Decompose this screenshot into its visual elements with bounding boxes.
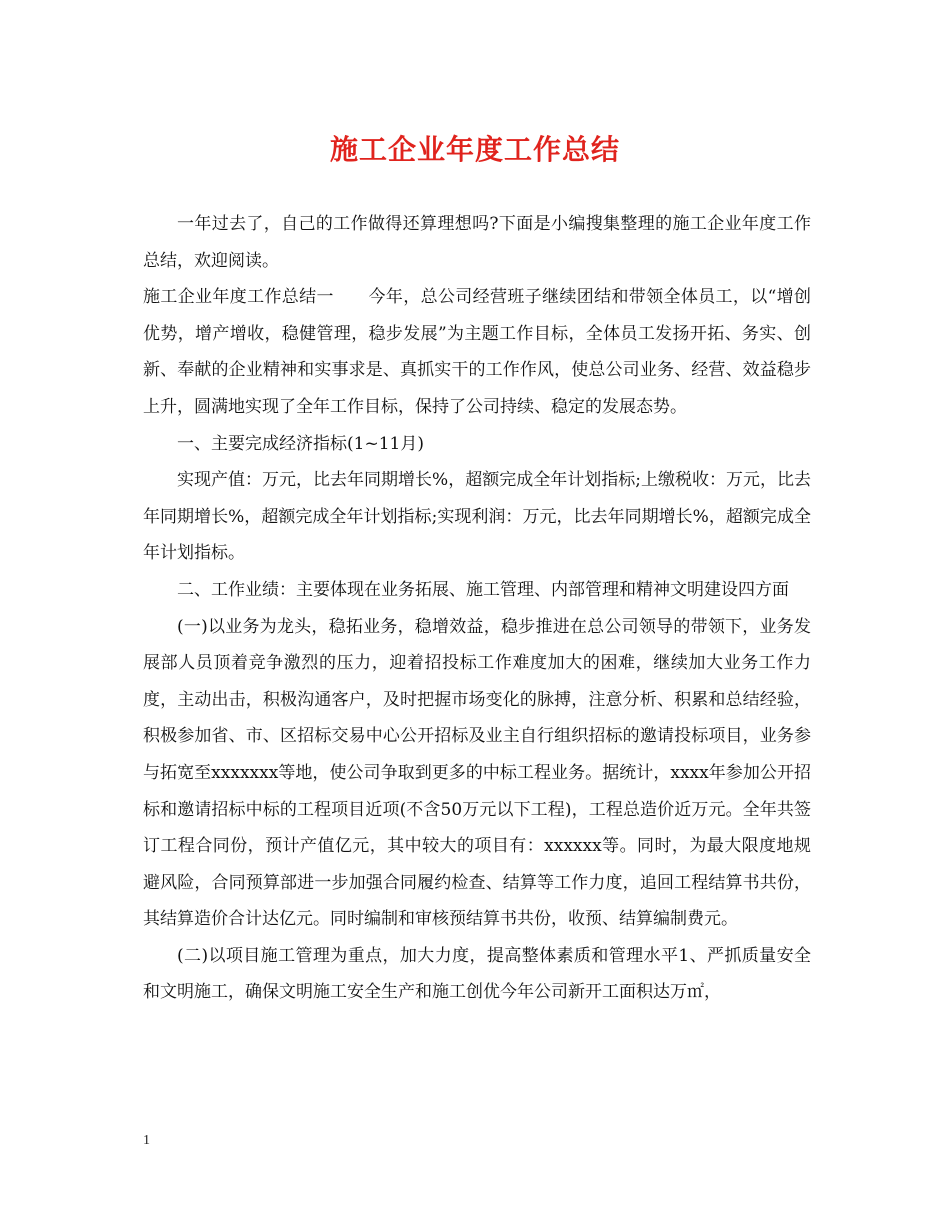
- section-heading-economic-indicators: 一、主要完成经济指标(1~11月): [177, 433, 424, 454]
- page-number: 1: [143, 1133, 150, 1148]
- indicators-paragraph: 实现产值：万元，比去年同期增长%，超额完成全年计划指标;上缴税收：万元，比去年同期增长%，超额完成全年计划指标;实现利润：万元，比去年同期增长%，超额完成全年计划指标。: [143, 470, 811, 564]
- summary-one-paragraph: 施工企业年度工作总结一 今年，总公司经营班子继续团结和带领全体员工，以“增创优势，增产增收，稳健管理，稳步发展”为主题工作目标，全体员工发扬开拓、务实、创新、奉献的企业精神和实事求是、真抓实干的工作作风，使总公司业务、经营、效益稳步上升，圆满地实现了全年工作目标，保持了公司持续、稳定的发展态势。: [143, 287, 811, 417]
- business-paragraph: (一)以业务为龙头，稳拓业务，稳增效益，稳步推进在总公司领导的带领下，业务发展部人员顶着竞争激烈的压力，迎着招投标工作难度加大的困难，继续加大业务工作力度，主动出击，积极沟通客户，及时把握市场变化的脉搏，注意分析、积累和总结经验，积极参加省、市、区招标交易中心公开招标及业主自行组织招标的邀请投标项目，业务参与拓宽至xxxxxxx等地，使公司争取到更多的中标工程业务。据统计，xxxx年参加公开招标和邀请招标中标的工程项目近项(不含50万元以下工程)，工程总造价近万元。全年共签订工程合同份，预计产值亿元，其中较大的项目有：xxxxxx等。同时，为最大限度地规避风险，合同预算部进一步加强合同履约检查、结算等工作力度，追回工程结算书共份，其结算造价合计达亿元。同时编制和审核预结算书共份，收预、结算编制费元。: [143, 616, 811, 930]
- section-heading-achievements: 二、工作业绩：主要体现在业务拓展、施工管理、内部管理和精神文明建设四方面: [177, 579, 789, 600]
- intro-paragraph: 一年过去了，自己的工作做得还算理想吗?下面是小编搜集整理的施工企业年度工作总结，欢迎阅读。: [143, 214, 811, 271]
- document-title: 施工企业年度工作总结: [329, 133, 620, 166]
- document-body: [143, 206, 811, 1011]
- project-management-paragraph: (二)以项目施工管理为重点，加大力度，提高整体素质和管理水平1、严抓质量安全和文明施工，确保文明施工安全生产和施工创优今年公司新开工面积达万㎡，: [143, 945, 811, 1003]
